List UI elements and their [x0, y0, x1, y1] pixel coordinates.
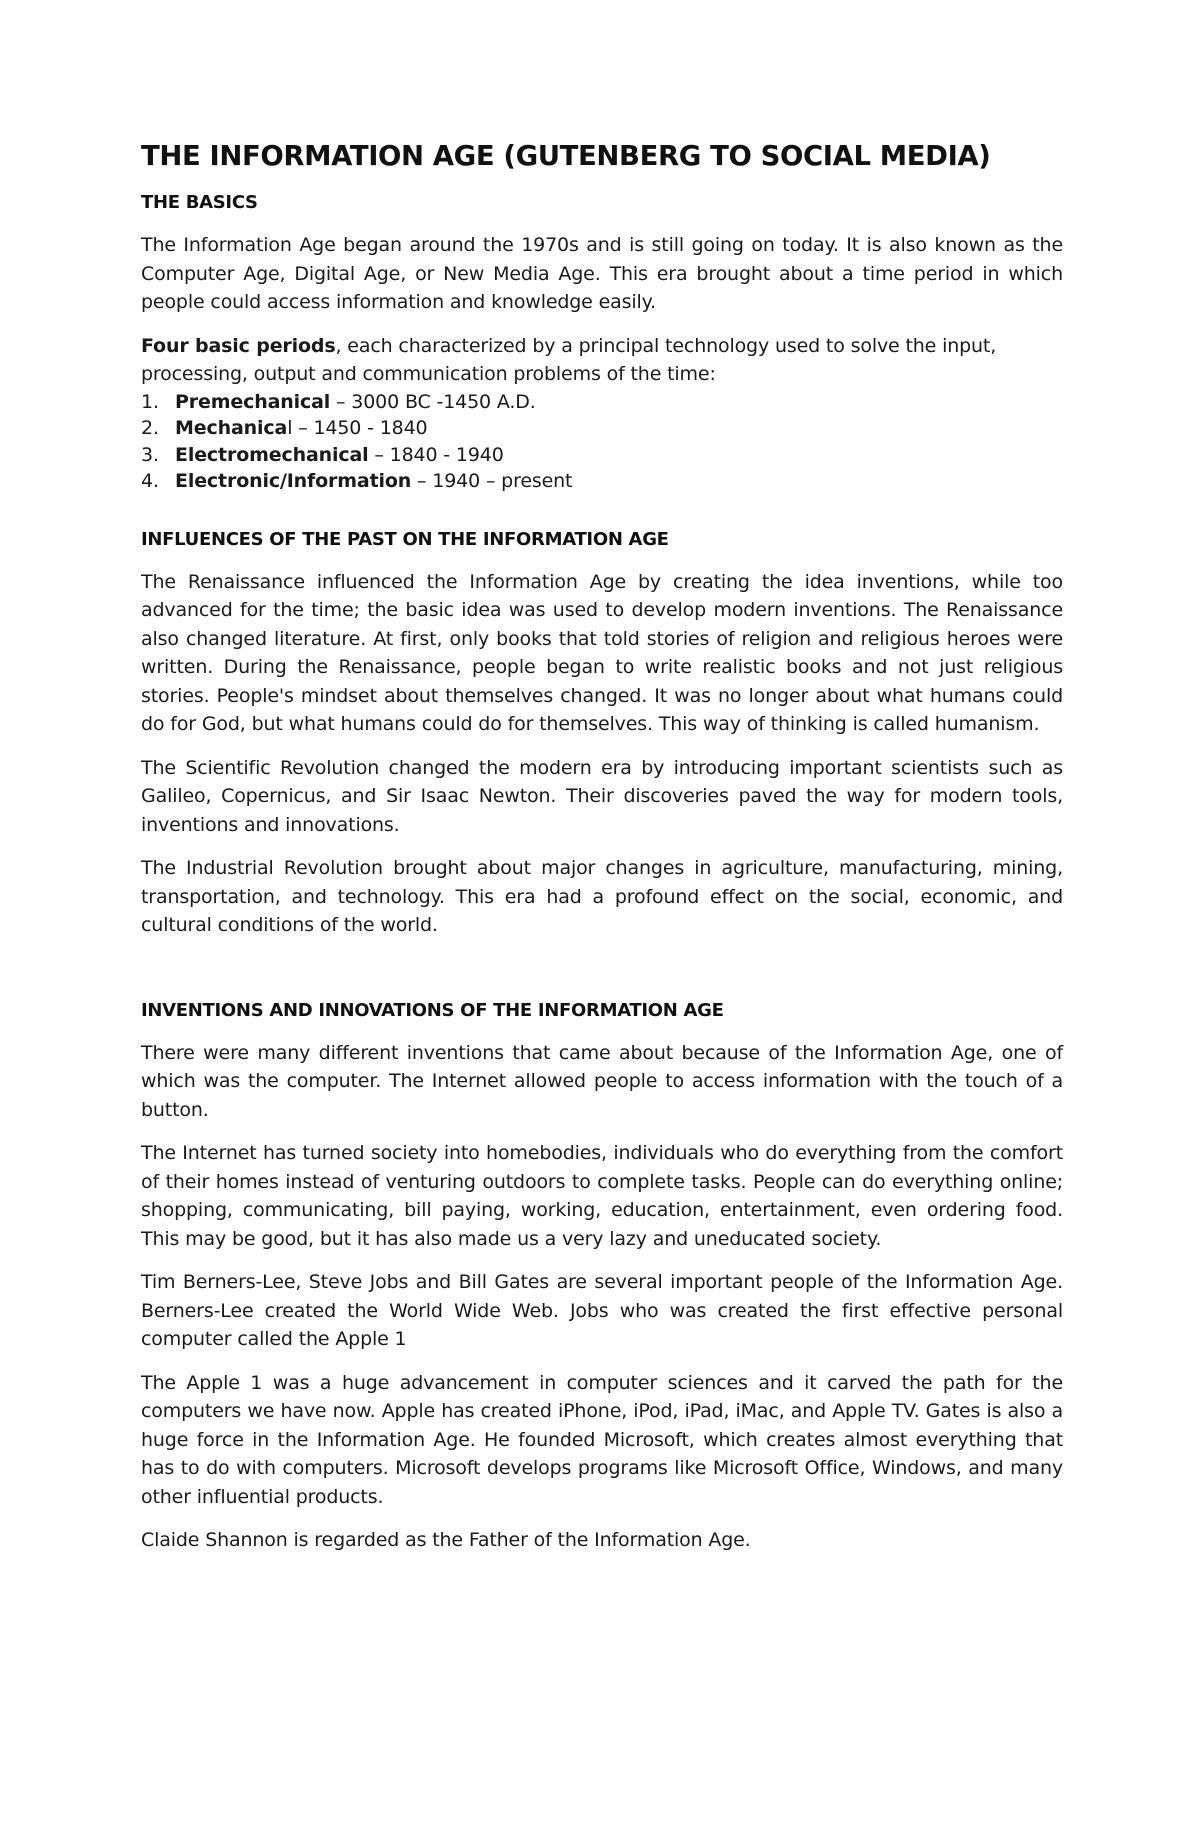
period-span: – 1450 - 1840 — [292, 417, 428, 439]
list-item-number: 2. — [141, 417, 159, 439]
inventions-paragraph-shannon: Claide Shannon is regarded as the Father of the Information Age. — [141, 1529, 751, 1551]
list-item-text — [175, 415, 427, 442]
period-name: Electromechanical — [175, 443, 369, 466]
period-name: Premechanical — [175, 390, 331, 413]
section-heading-inventions: INVENTIONS AND INNOVATIONS OF THE INFORMATION AGE — [141, 999, 724, 1021]
section-heading-basics: THE BASICS — [141, 192, 258, 213]
period-name: Electronic/Information — [175, 470, 412, 492]
period-name: Mechanica — [175, 417, 288, 439]
period-span: – 1940 – present — [411, 470, 573, 492]
section-basics — [141, 192, 1063, 495]
influences-paragraph-industrial: The Industrial Revolution brought about major changes in agriculture, manufacturing, mining, transportation, and technology. This era had a profound effect on the social, economic, and cultural conditions of the world. — [141, 857, 1063, 936]
list-item-text — [175, 442, 504, 469]
inventions-paragraph-apple: The Apple 1 was a huge advancement in computer sciences and it carved the path for the computers we have now. Apple has created iPhone, iPod, iPad, iMac, and Apple TV. Gates is also a huge force in the Information Age. He founded Microsoft, which creates almost everything that has to do with computers. Microsoft develops programs like Microsoft Office, Windows, and many other influential products. — [141, 1371, 1063, 1508]
periods-intro-bold: Four basic periods — [141, 334, 336, 357]
list-item-text — [175, 389, 536, 416]
period-span: – 3000 BC -1450 A.D. — [330, 390, 536, 413]
list-item-number: 4. — [141, 470, 159, 492]
section-inventions — [141, 1000, 1063, 1555]
section-influences — [141, 529, 1063, 940]
basics-paragraph: The Information Age began around the 1970s and is still going on today. It is also known as the Computer Age, Digital Age, or New Media Age. This era brought about a time period in which people could access information and knowledge easily. — [141, 234, 1063, 313]
periods-intro — [141, 332, 1063, 389]
inventions-paragraph-internet: The Internet has turned society into homebodies, individuals who do everything from the comfort of their homes instead of venturing outdoors to complete tasks. People can do everything online; shopping, communicating, bill paying, working, education, entertainment, even ordering food. This may be good, but it has also made us a very lazy and uneducated society. — [141, 1142, 1063, 1250]
list-item-text — [175, 468, 572, 495]
period-span: – 1840 - 1940 — [368, 443, 504, 466]
list-item-number: 1. — [141, 390, 159, 413]
list-item — [141, 389, 1063, 416]
period-name-tail: l — [287, 417, 293, 439]
inventions-paragraph-computer: There were many different inventions that came about because of the Information Age, one of which was the computer. The Internet allowed people to access information with the touch of a button. — [141, 1041, 1063, 1121]
influences-paragraph-scientific: The Scientific Revolution changed the modern era by introducing important scientists such as Galileo, Copernicus, and Sir Isaac Newton. Their discoveries paved the way for modern tools, inventions and innovations. — [141, 756, 1063, 836]
influences-paragraph-renaissance: The Renaissance influenced the Information Age by creating the idea inventions, while too advanced for the time; the basic idea was used to develop modern inventions. The Renaissance also changed literature. At first, only books that told stories of religion and religious heroes were written. During the Renaissance, people began to write realistic books and not just religious stories. People's mindset about themselves changed. It was no longer about what humans could do for God, but what humans could do for themselves. This way of thinking is called humanism. — [141, 570, 1063, 735]
document-title: THE INFORMATION AGE (GUTENBERG TO SOCIAL MEDIA) — [141, 140, 991, 172]
inventions-paragraph-people: Tim Berners-Lee, Steve Jobs and Bill Gates are several important people of the Information Age. Berners-Lee created the World Wide Web. Jobs who was created the first effective personal computer called the Apple 1 — [141, 1271, 1063, 1350]
section-heading-influences: INFLUENCES OF THE PAST ON THE INFORMATION AGE — [141, 528, 669, 550]
periods-list — [141, 389, 1063, 495]
list-item — [141, 442, 1063, 469]
periods-intro-rest: , each characterized by a principal technology used to solve the input, processing, output and communication problems of the time: — [141, 334, 997, 385]
list-item — [141, 468, 1063, 495]
list-item — [141, 415, 1063, 442]
document-page — [141, 140, 1063, 1570]
list-item-number: 3. — [141, 443, 159, 466]
